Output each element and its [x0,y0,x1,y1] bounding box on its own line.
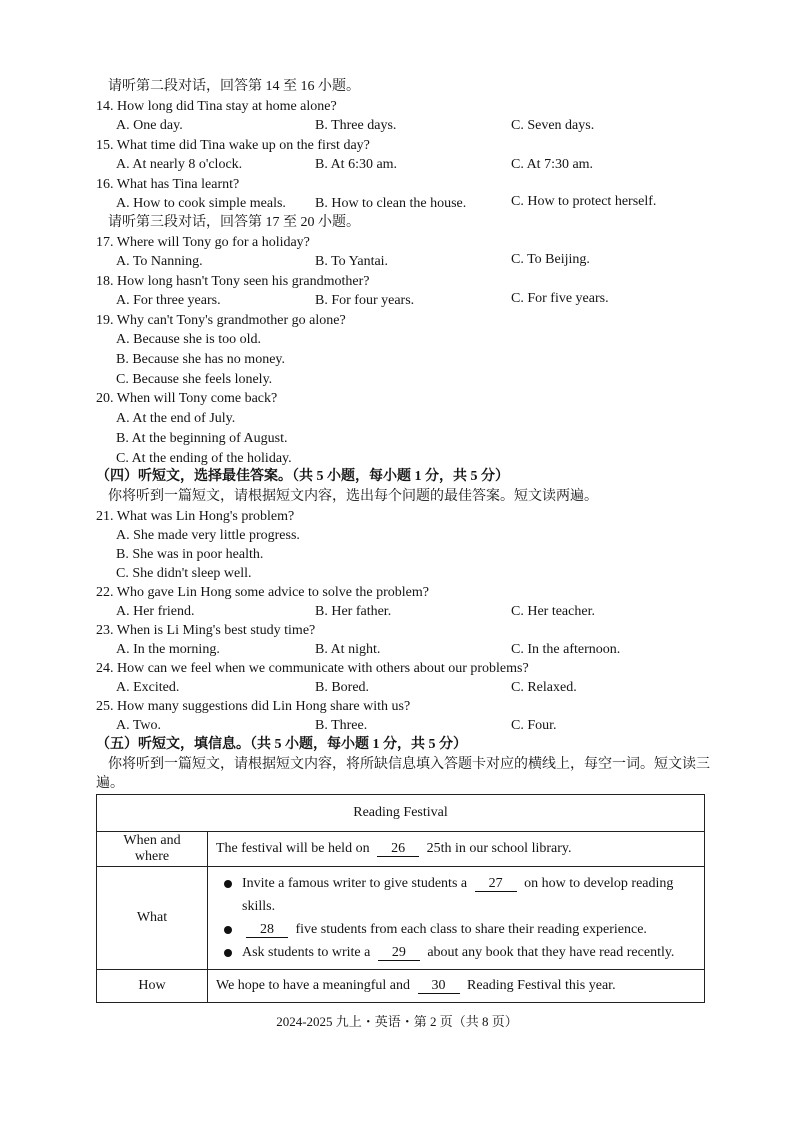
section-heading: （四）听短文，选择最佳答案。（共 5 小题，每小题 1 分，共 5 分） [96,469,509,484]
option-15a: A. At nearly 8 o'clock. [116,157,243,172]
option-24a: A. Excited. [116,680,180,695]
page-footer: 2024-2025 九上・英语・第 2 页（共 8 页） [276,1014,518,1029]
question-25: 25. How many suggestions did Lin Hong share with us? [96,699,411,714]
option-25b: B. Three. [315,718,368,733]
option-20a: A. At the end of July. [116,411,236,426]
option-23c: C. In the afternoon. [511,642,621,657]
section-instruction-cont: 遍。 [96,776,124,791]
option-18b: B. For four years. [315,293,415,308]
cell-text: We hope to have a meaningful and [216,978,411,993]
option-16b: B. How to clean the house. [315,196,467,211]
bullet-text: on how to develop reading [524,876,674,891]
option-20c: C. At the ending of the holiday. [116,451,292,466]
option-17a: A. To Nanning. [116,254,203,269]
option-19c: C. Because she feels lonely. [116,372,273,387]
cell-text: Reading Festival this year. [467,978,616,993]
option-22b: B. Her father. [315,604,392,619]
option-14c: C. Seven days. [511,118,595,133]
option-20b: B. At the beginning of August. [116,431,288,446]
option-16c: C. How to protect herself. [511,194,657,209]
question-17: 17. Where will Tony go for a holiday? [96,235,310,250]
cell-what [208,867,705,970]
section-instruction: 你将听到一篇短文，请根据短文内容，将所缺信息填入答题卡对应的横线上，每空一词。短文读三 [108,757,710,772]
question-22: 22. Who gave Lin Hong some advice to solve the problem? [96,585,429,600]
question-23: 23. When is Li Ming's best study time? [96,623,316,638]
bullet-text: Invite a famous writer to give students a [242,876,468,891]
question-19: 19. Why can't Tony's grandmother go alone? [96,313,346,328]
bullet-list [216,872,696,964]
section-instruction: 请听第三段对话，回答第 17 至 20 小题。 [108,215,360,230]
option-14a: A. One day. [116,118,183,133]
cell-text: The festival will be held on [216,841,370,856]
question-14: 14. How long did Tina stay at home alone? [96,99,337,114]
option-21b: B. She was in poor health. [116,547,264,562]
row-label-when-where: When and where [97,832,208,867]
cell-how [208,970,705,1003]
bullet-text: about any book that they have read recently. [427,945,675,960]
option-24c: C. Relaxed. [511,680,577,695]
option-14b: B. Three days. [315,118,397,133]
option-25a: A. Two. [116,718,162,733]
option-16a: A. How to cook simple meals. [116,196,286,211]
option-19b: B. Because she has no money. [116,352,285,367]
cell-when-where [208,832,705,867]
bullet-text: five students from each class to share their reading experience. [295,922,647,937]
option-15b: B. At 6:30 am. [315,157,398,172]
blank-27: 27 [475,876,517,892]
option-25c: C. Four. [511,718,557,733]
option-18c: C. For five years. [511,291,609,306]
question-24: 24. How can we feel when we communicate with others about our problems? [96,661,529,676]
option-18a: A. For three years. [116,293,221,308]
option-17c: C. To Beijing. [511,252,590,267]
reading-festival-table [96,794,705,1003]
blank-30: 30 [418,978,460,994]
blank-26: 26 [377,841,419,857]
bullet-text: skills. [242,899,276,914]
section-instruction: 你将听到一篇短文，请根据短文内容，选出每个问题的最佳答案。短文读两遍。 [108,489,598,504]
row-label-how: How [97,970,208,1003]
row-label-what: What [97,867,208,970]
option-17b: B. To Yantai. [315,254,389,269]
section-instruction: 请听第二段对话，回答第 14 至 16 小题。 [108,79,360,94]
question-16: 16. What has Tina learnt? [96,177,240,192]
question-18: 18. How long hasn't Tony seen his grandmother? [96,274,370,289]
option-22c: C. Her teacher. [511,604,595,619]
table-title: Reading Festival [97,795,705,832]
option-24b: B. Bored. [315,680,370,695]
question-20: 20. When will Tony come back? [96,391,278,406]
question-15: 15. What time did Tina wake up on the first day? [96,138,370,153]
cell-text: 25th in our school library. [426,841,572,856]
bullet-item [216,918,696,941]
bullet-text: Ask students to write a [242,945,371,960]
bullet-item [216,872,696,918]
option-23b: B. At night. [315,642,381,657]
blank-28: 28 [246,922,288,938]
bullet-item [216,941,696,964]
option-23a: A. In the morning. [116,642,220,657]
option-21c: C. She didn't sleep well. [116,566,252,581]
section-heading: （五）听短文，填信息。（共 5 小题，每小题 1 分，共 5 分） [96,737,467,752]
option-15c: C. At 7:30 am. [511,157,594,172]
blank-29: 29 [378,945,420,961]
option-22a: A. Her friend. [116,604,195,619]
question-21: 21. What was Lin Hong's problem? [96,509,295,524]
option-19a: A. Because she is too old. [116,332,262,347]
option-21a: A. She made very little progress. [116,528,300,543]
